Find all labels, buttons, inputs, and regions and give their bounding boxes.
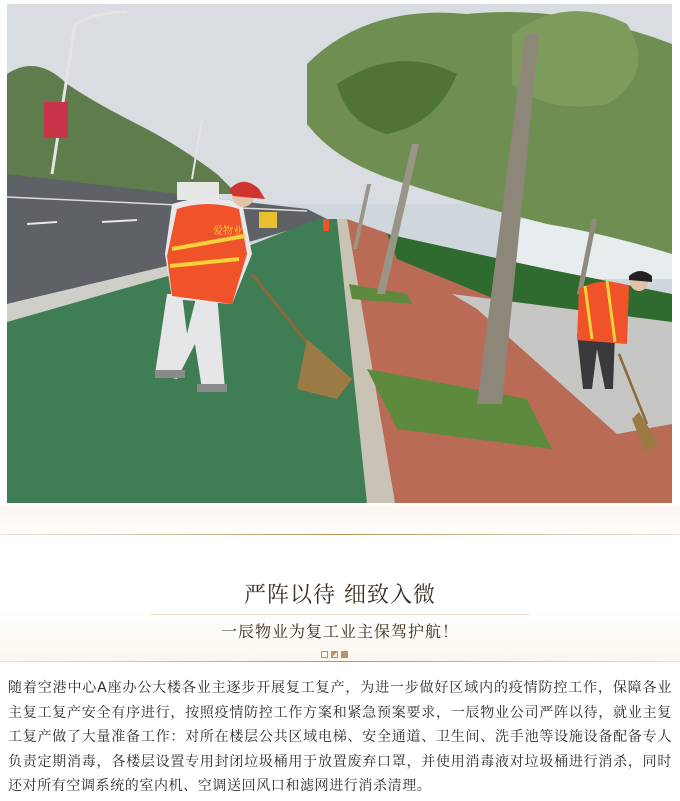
section-title: 严阵以待 细致入微 xyxy=(244,583,436,608)
far-worker xyxy=(323,219,329,231)
title-underline xyxy=(150,614,530,615)
bottom-divider xyxy=(0,661,680,662)
ornament-dots xyxy=(321,651,348,661)
cleaning-cart xyxy=(259,212,277,228)
ornament-square-half xyxy=(331,651,338,658)
decorative-band xyxy=(0,506,680,534)
worker-vest xyxy=(167,204,247,304)
ornament-square-outline xyxy=(321,651,328,658)
top-divider xyxy=(0,534,680,535)
vest-text: 爱物业 xyxy=(213,226,243,237)
section-subtitle: 一辰物业为复工业主保驾护航！ xyxy=(220,622,459,641)
street-cleaning-photo xyxy=(7,4,672,503)
truck xyxy=(177,182,219,200)
worker-shoe xyxy=(155,370,185,378)
red-banner xyxy=(44,102,68,138)
ornament-square-filled xyxy=(341,651,348,658)
photo-illustration xyxy=(7,4,672,503)
worker-shoe xyxy=(197,384,227,392)
article-paragraph: 随着空港中心A座办公大楼各业主逐步开展复工复产，为进一步做好区域内的疫情防控工作，保障各业主复工复产安全有序进行，按照疫情防控工作方案和紧急预案要求，一辰物业公司严阵以待，就业主复工复产做了大量准备工作：对所在楼层公共区域电梯、安全通道、卫生间、洗手池等设施设备配备专人负责定期消毒，各楼层设置专用封闭垃圾桶用于放置废弃口罩，并使用消毒液对垃圾桶进行消杀，同时还对所有空调系统的室内机、空调送回风口和滤网进行消杀清理。 xyxy=(8,680,672,794)
